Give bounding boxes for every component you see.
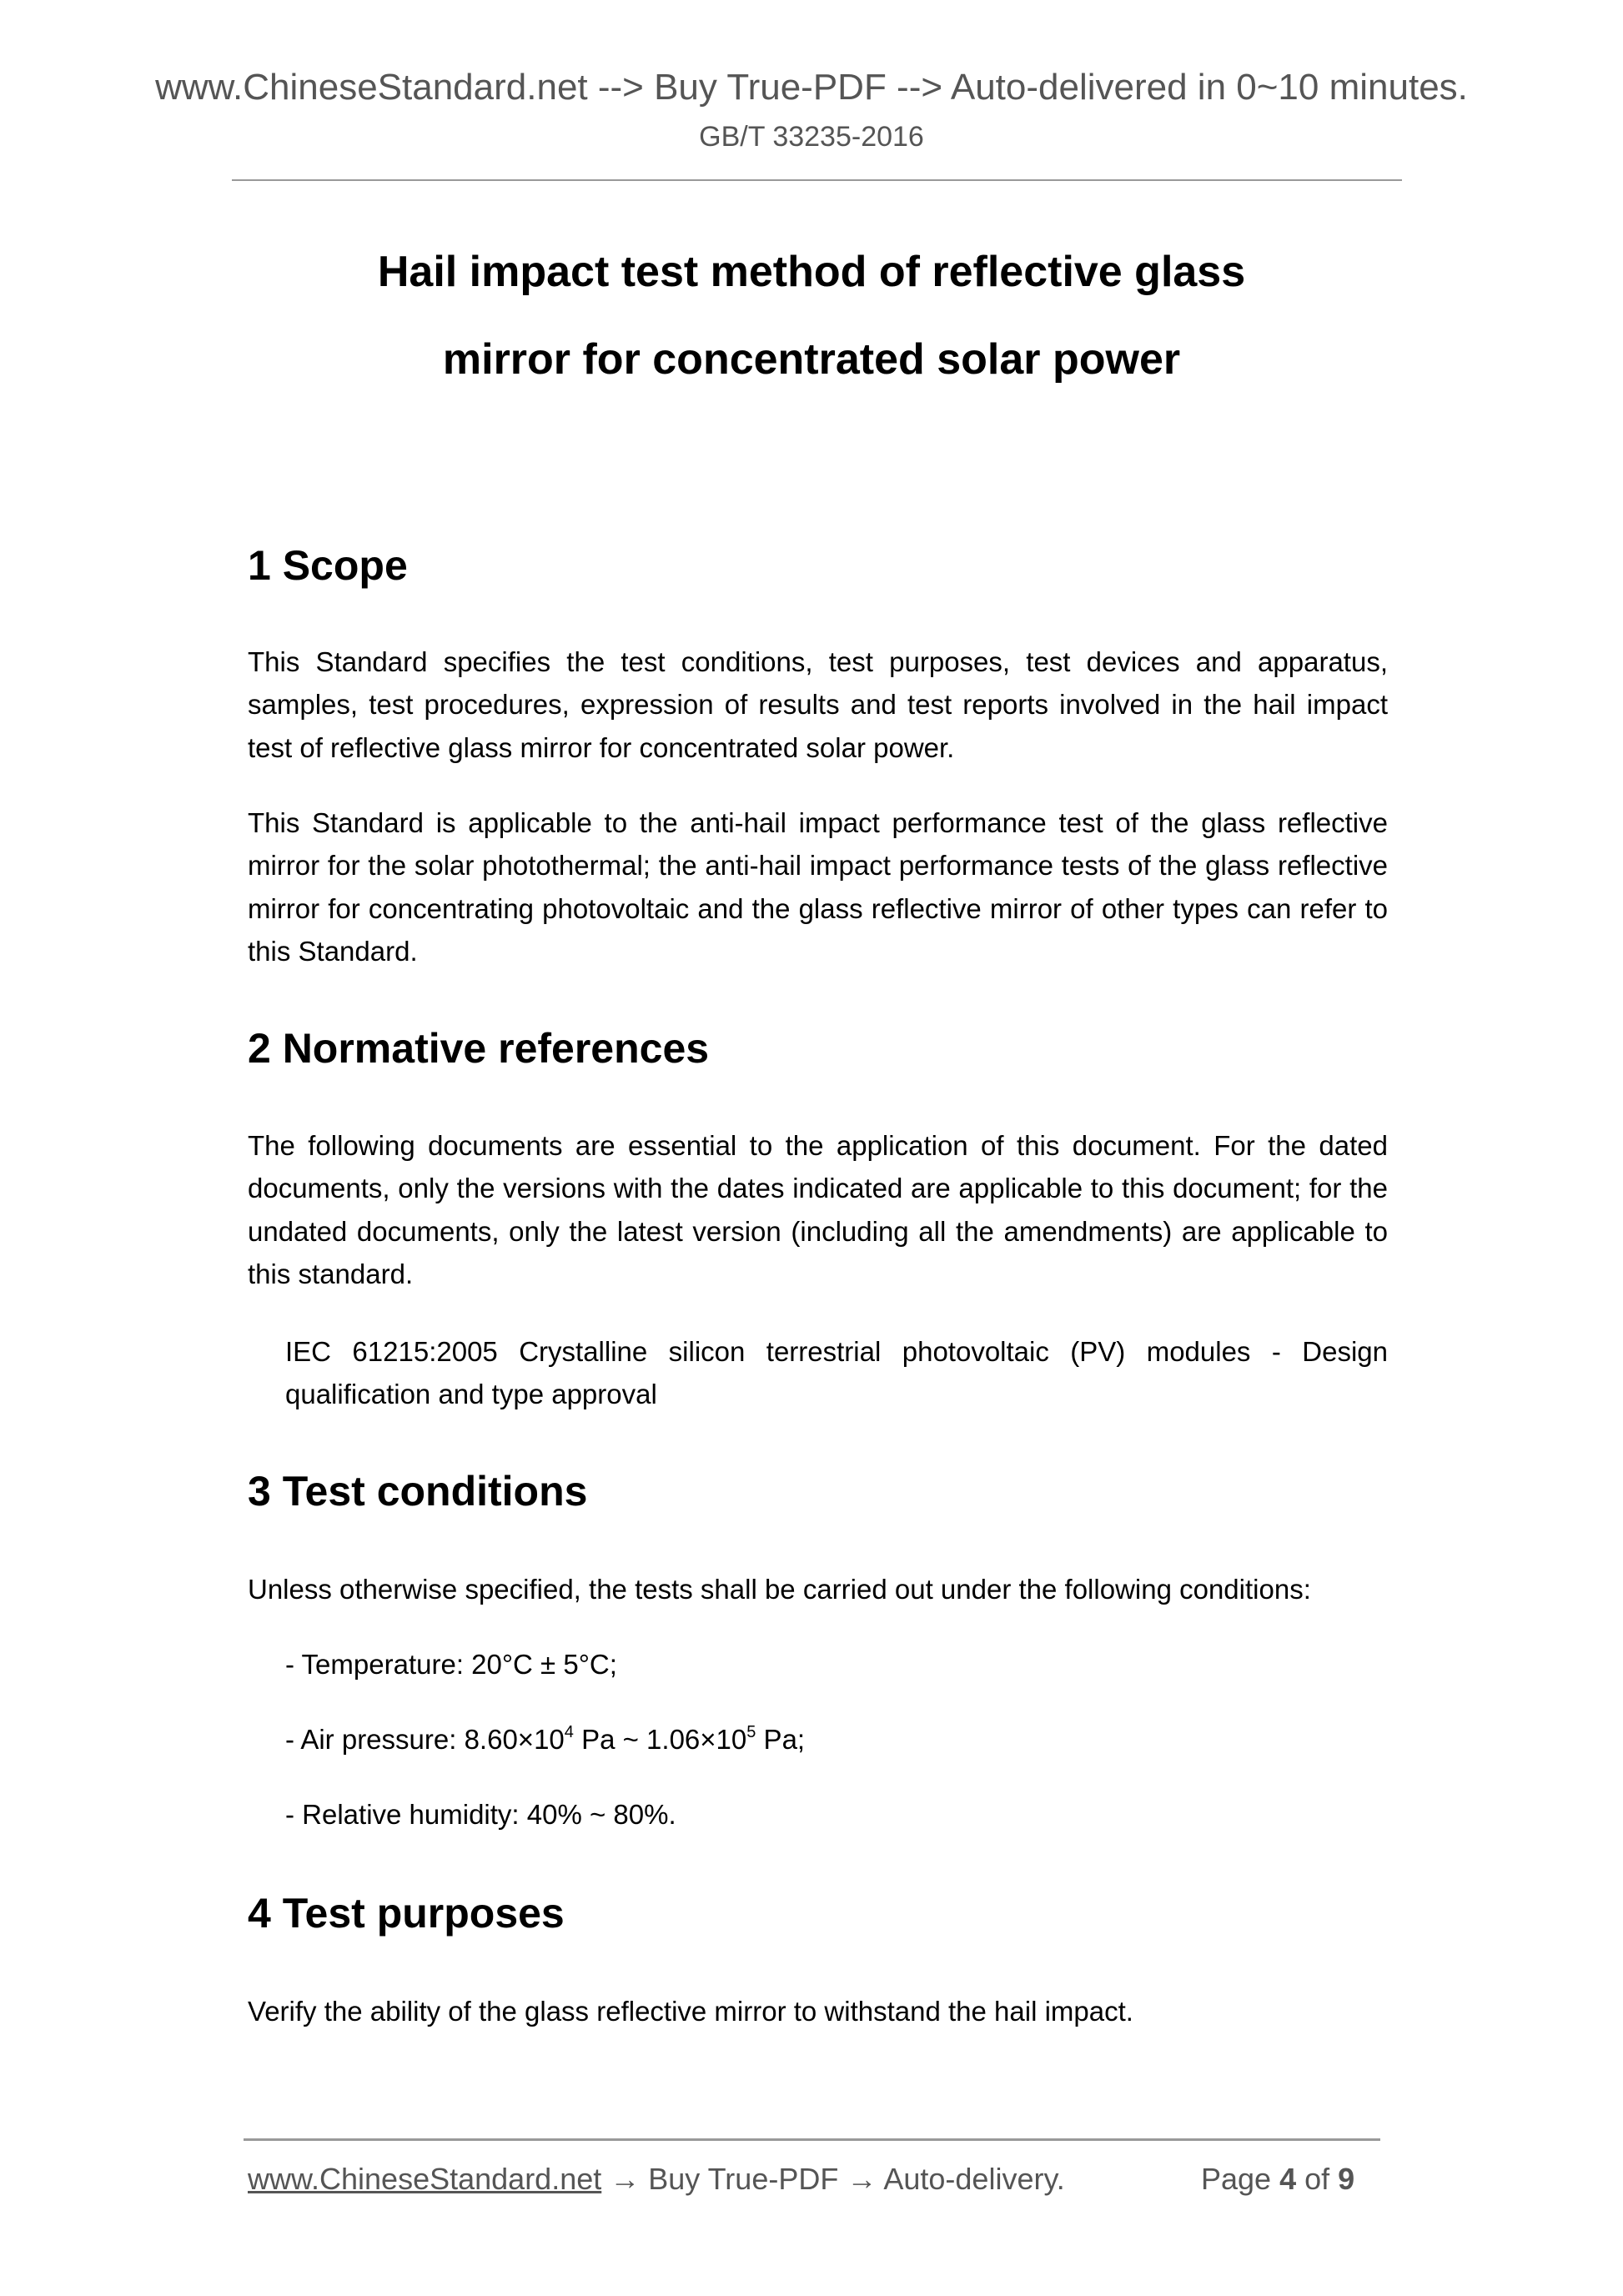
pressure-exponent-2: 5: [746, 1723, 756, 1741]
document-title-line1: Hail impact test method of reflective glass: [377, 248, 1246, 296]
pressure-text-a: - Air pressure: 8.60×10: [285, 1724, 565, 1755]
footer-site-link[interactable]: www.ChineseStandard.net: [248, 2162, 602, 2196]
normative-reference-item: IEC 61215:2005 Crystalline silicon terrestrial photovoltaic (PV) modules - Design qualification and type approval: [285, 1336, 1388, 1410]
condition-humidity: - Relative humidity: 40% ~ 80%.: [285, 1799, 676, 1830]
page-current: 4: [1279, 2162, 1297, 2196]
normative-paragraph: The following documents are essential to the application of this document. For the dated documents, only the versions with the dates indicated are applicable to this document; for the undated documents, only the latest version (including all the amendments) are applicable to this standard.: [248, 1130, 1388, 1289]
document-title-line2: mirror for concentrated solar power: [442, 335, 1181, 384]
page-indicator: [1201, 2162, 1354, 2197]
page-label: Page: [1201, 2162, 1280, 2196]
scope-paragraph-1: This Standard specifies the test conditions, test purposes, test devices and apparatus, samples, test procedures, expression of results and test reports involved in the hail impact test of reflective glass mirror for concentrated solar power.: [248, 646, 1388, 763]
pressure-exponent-1: 4: [564, 1723, 574, 1741]
footer-divider: [244, 2138, 1380, 2141]
purposes-paragraph: Verify the ability of the glass reflective mirror to withstand the hail impact.: [248, 1996, 1133, 2027]
scope-paragraph-2: This Standard is applicable to the anti-hail impact performance test of the glass reflective mirror for the solar photothermal; the anti-hail impact performance tests of the glass reflective mirror for concentrating photovoltaic and the glass reflective mirror of other types can refer to this Standard.: [248, 807, 1388, 967]
pressure-text-c: Pa;: [756, 1724, 806, 1755]
footer-delivery: Auto-delivery.: [883, 2162, 1065, 2196]
header-divider: [232, 179, 1402, 181]
condition-temperature: - Temperature: 20°C ± 5°C;: [285, 1649, 617, 1680]
footer-text: [248, 2162, 1065, 2197]
heading-test-conditions: 3 Test conditions: [248, 1468, 588, 1515]
heading-normative-references: 2 Normative references: [248, 1025, 710, 1072]
arrow-icon: →: [838, 2162, 884, 2196]
page-total: 9: [1338, 2162, 1355, 2196]
condition-air-pressure: [285, 1718, 805, 1761]
pressure-text-b: Pa ~ 1.06×10: [573, 1724, 747, 1755]
header-banner: www.ChineseStandard.net --> Buy True-PDF --> Auto-delivered in 0~10 minutes.: [155, 67, 1468, 108]
heading-test-purposes: 4 Test purposes: [248, 1890, 565, 1937]
of-label: of: [1296, 2162, 1339, 2196]
heading-scope: 1 Scope: [248, 542, 408, 589]
arrow-icon: →: [601, 2162, 649, 2196]
footer-buy: Buy True-PDF: [648, 2162, 839, 2196]
standard-code: GB/T 33235-2016: [699, 121, 924, 153]
conditions-paragraph: Unless otherwise specified, the tests shall be carried out under the following conditions:: [248, 1574, 1311, 1605]
